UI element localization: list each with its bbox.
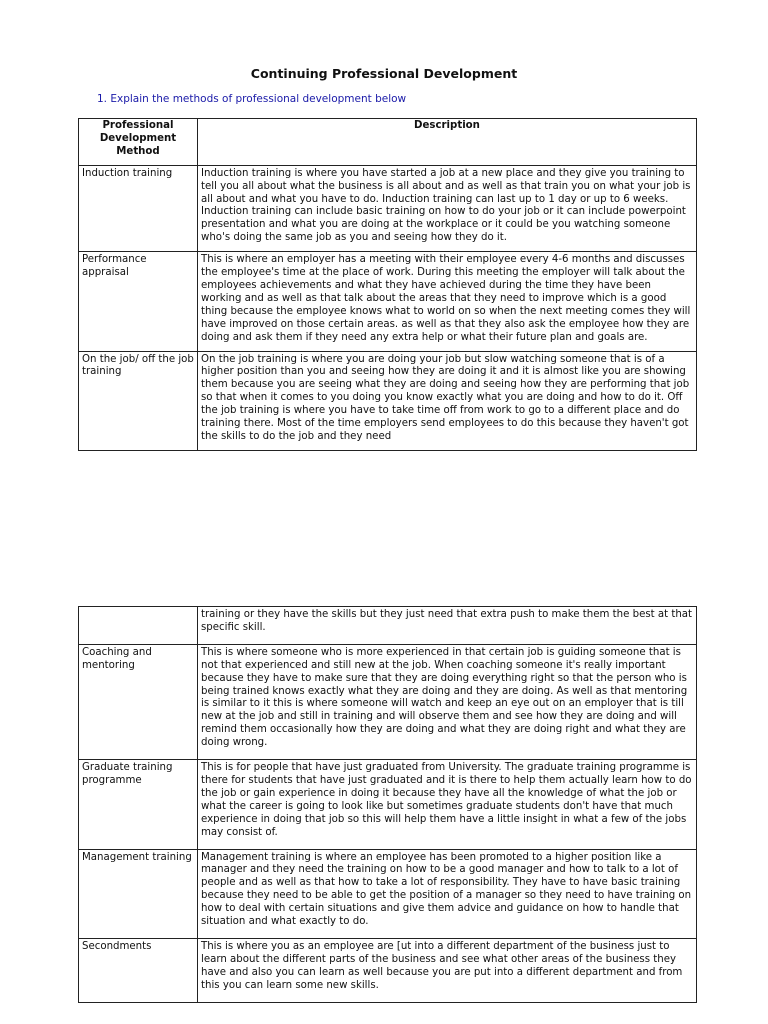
table-header-row <box>79 119 697 166</box>
table-row <box>79 351 697 450</box>
method-cell: Secondments <box>79 938 198 1002</box>
question-text: 1. Explain the methods of professional development below <box>97 93 407 105</box>
method-cell <box>79 607 198 645</box>
table-row <box>79 607 697 645</box>
header-method: Professional Development Method <box>79 119 198 166</box>
method-cell: On the job/ off the job training <box>79 351 198 450</box>
method-cell: Induction training <box>79 165 198 251</box>
description-cell: This is where you as an employee are [ut into a different department of the business just to learn about the different parts of the business and see what other areas of the business they have and also you can learn as well because you are put into a different department and from this you can learn some new skills. <box>198 938 697 1002</box>
document-title: Continuing Professional Development <box>250 66 518 81</box>
header-description: Description <box>198 119 697 166</box>
description-cell: This is for people that have just graduated from University. The graduate training programme is there for students that have just graduated and it is there to help them actually learn how to do the job or gain experience in doing it because they have all the knowledge of what the job or what the career is going to look like but sometimes graduate students don't have that much experience in doing that job so this will help them have a little insight in what a few of the jobs may consist of. <box>198 760 697 849</box>
table-row <box>79 760 697 849</box>
cpd-table-page-1 <box>78 118 697 451</box>
method-cell: Coaching and mentoring <box>79 644 198 759</box>
table-row <box>79 252 697 351</box>
cpd-table-page-2 <box>78 606 697 1003</box>
table-row <box>79 849 697 938</box>
table-row <box>79 938 697 1002</box>
description-cell: This is where someone who is more experienced in that certain job is guiding someone that is not that experienced and still new at the job. When coaching someone it's really important because they have to make sure that they are doing everything right so that the person who is being trained knows exactly what they are doing and they are doing. As well as that mentoring is similar to it this is where someone will watch and keep an eye out on an employer that is till new at the job and still in training and will observe them and see how they are doing and will remind them occasionally how they are doing and what they are doing right and what they are doing wrong. <box>198 644 697 759</box>
description-cell: This is where an employer has a meeting with their employee every 4-6 months and discusses the employee's time at the place of work. During this meeting the employer will talk about the employees achievements and what they have achieved during the time they have been working and as well as that talk about the areas that they need to improve which is a good thing because the employee knows what to world on so when the next meeting comes they will have improved on those certain areas. as well as that they also ask the employee how they are doing and ask them if they need any extra help or what their future plan and goals are. <box>198 252 697 351</box>
method-cell: Performance appraisal <box>79 252 198 351</box>
method-cell: Graduate training programme <box>79 760 198 849</box>
description-cell: training or they have the skills but they just need that extra push to make them the best at that specific skill. <box>198 607 697 645</box>
method-cell: Management training <box>79 849 198 938</box>
table-row <box>79 644 697 759</box>
description-cell: On the job training is where you are doing your job but slow watching someone that is of a higher position than you and seeing how they are doing it and it is almost like you are showing them because you are seeing what they are doing and seeing how they are performing that job so that when it comes to you doing you know exactly what you are doing and how to do it. Off the job training is where you have to take time off from work to go to a different place and do training there. Most of the time employers send employees to do this because they haven't got the skills to do the job and they need <box>198 351 697 450</box>
description-cell: Induction training is where you have started a job at a new place and they give you training to tell you all about what the business is all about and as well as that train you on what your job is all about and what you have to do. Induction training can last up to 1 day or up to 6 weeks. Induction training can include basic training on how to do your job or it can include powerpoint presentation and what you are doing at the workplace or it could be you watching someone who's doing the same job as you and seeing how they do it. <box>198 165 697 251</box>
table-row <box>79 165 697 251</box>
description-cell: Management training is where an employee has been promoted to a higher position like a manager and they need the training on how to be a good manager and how to talk to a lot of people and as well as that how to take a lot of responsibility. They have to have basic training because they need to be able to get the position of a manager so they need to have training on how to deal with certain situations and give them advice and guidance on how to handle that situation and what exactly to do. <box>198 849 697 938</box>
